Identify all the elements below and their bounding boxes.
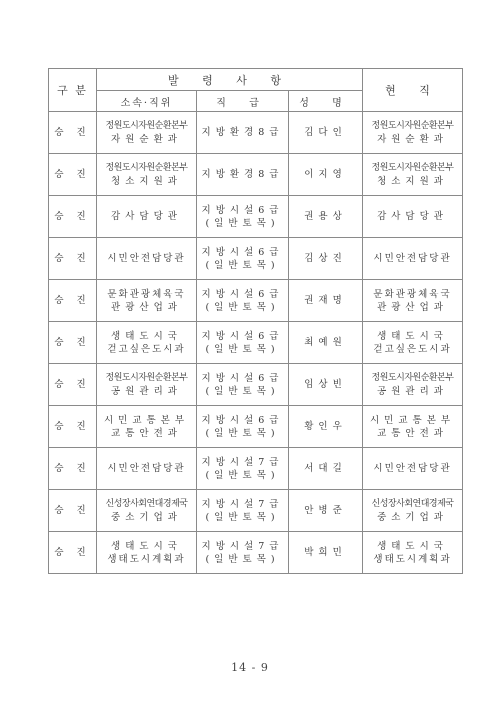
dept-cell	[97, 112, 197, 154]
category-cell: 승 진	[49, 490, 97, 532]
header-rank: 직 급	[197, 91, 289, 112]
rank-line: 지방시설6급	[201, 372, 284, 384]
dept-line: 공원관리과	[111, 385, 182, 397]
rank-line: 지방환경8급	[201, 127, 284, 138]
table-row	[49, 238, 463, 280]
current-line: 정원도시자원순환본부	[371, 372, 454, 383]
table-row	[49, 364, 463, 406]
rank-line: 지방시설7급	[201, 498, 284, 510]
current-line: 걷고싶은도시과	[373, 343, 452, 355]
dept-line: 시민안전담당관	[107, 253, 186, 264]
current-position-cell	[363, 448, 463, 490]
current-line: 정원도시자원순환본부	[371, 120, 454, 131]
current-position-cell	[363, 364, 463, 406]
category-cell: 승 진	[49, 112, 97, 154]
header-appointment: 발 령 사 항	[97, 69, 363, 91]
rank-cell	[197, 196, 289, 238]
rank-cell	[197, 490, 289, 532]
rank-cell	[197, 448, 289, 490]
rank-line: (일반토목)	[205, 343, 280, 355]
rank-line: 지방시설6급	[201, 246, 284, 258]
dept-line: 생태도시계획과	[107, 553, 186, 565]
rank-line: 지방환경8급	[201, 169, 284, 180]
header-category: 구 분	[49, 69, 97, 112]
name-cell: 김상진	[289, 238, 363, 280]
personnel-appointment-table	[48, 68, 463, 574]
current-line: 자원순환과	[377, 133, 448, 145]
rank-cell	[197, 112, 289, 154]
dept-line: 청소지원과	[111, 175, 182, 187]
current-line: 시민안전담당관	[373, 253, 452, 264]
rank-cell	[197, 154, 289, 196]
current-position-cell	[363, 406, 463, 448]
category-cell: 승 진	[49, 532, 97, 574]
current-position-cell	[363, 196, 463, 238]
dept-cell	[97, 322, 197, 364]
dept-line: 정원도시자원순환본부	[105, 162, 188, 173]
name-cell: 이지영	[289, 154, 363, 196]
name-cell: 임상빈	[289, 364, 363, 406]
rank-line: 지방시설6급	[201, 204, 284, 216]
name-cell: 황인우	[289, 406, 363, 448]
name-cell: 김다인	[289, 112, 363, 154]
table-row	[49, 280, 463, 322]
dept-line: 걷고싶은도시과	[107, 343, 186, 355]
rank-cell	[197, 322, 289, 364]
dept-line: 관광산업과	[111, 301, 182, 313]
table-body	[49, 112, 463, 574]
dept-line: 신성장사회연대경제국	[105, 498, 188, 509]
rank-line: (일반토목)	[205, 553, 280, 565]
table-row	[49, 448, 463, 490]
category-cell: 승 진	[49, 322, 97, 364]
current-line: 문화관광체육국	[373, 288, 452, 300]
current-position-cell	[363, 490, 463, 532]
category-cell: 승 진	[49, 448, 97, 490]
dept-line: 정원도시자원순환본부	[105, 120, 188, 131]
name-cell: 최예원	[289, 322, 363, 364]
current-line: 생태도시계획과	[373, 553, 452, 565]
rank-cell	[197, 364, 289, 406]
header-dept-title: 소속·직위	[97, 91, 197, 112]
current-position-cell	[363, 532, 463, 574]
dept-cell	[97, 490, 197, 532]
dept-cell	[97, 448, 197, 490]
rank-line: (일반토목)	[205, 385, 280, 397]
dept-line: 감사담당관	[111, 211, 182, 222]
rank-line: 지방시설6급	[201, 288, 284, 300]
rank-line: 지방시설6급	[201, 330, 284, 342]
table-row	[49, 532, 463, 574]
current-line: 중소기업과	[377, 511, 448, 523]
rank-line: (일반토목)	[205, 511, 280, 523]
dept-cell	[97, 238, 197, 280]
dept-line: 정원도시자원순환본부	[105, 372, 188, 383]
current-line: 생태도시국	[377, 330, 448, 342]
table-row	[49, 112, 463, 154]
dept-line: 생태도시국	[111, 540, 182, 552]
current-line: 청소지원과	[377, 175, 448, 187]
dept-cell	[97, 280, 197, 322]
name-cell: 안병준	[289, 490, 363, 532]
category-cell: 승 진	[49, 280, 97, 322]
header-row-top	[49, 69, 463, 91]
current-position-cell	[363, 112, 463, 154]
dept-line: 자원순환과	[111, 133, 182, 145]
category-cell: 승 진	[49, 238, 97, 280]
category-cell: 승 진	[49, 154, 97, 196]
current-position-cell	[363, 154, 463, 196]
current-line: 신성장사회연대경제국	[371, 498, 454, 509]
dept-line: 중소기업과	[111, 511, 182, 523]
category-cell: 승 진	[49, 196, 97, 238]
table-row	[49, 322, 463, 364]
dept-cell	[97, 154, 197, 196]
current-line: 시민안전담당관	[373, 463, 452, 474]
current-position-cell	[363, 280, 463, 322]
current-line: 시민교통본부	[370, 414, 456, 426]
category-cell: 승 진	[49, 364, 97, 406]
dept-cell	[97, 532, 197, 574]
name-cell: 권재명	[289, 280, 363, 322]
rank-line: 지방시설6급	[201, 414, 284, 426]
dept-line: 시민안전담당관	[107, 463, 186, 474]
current-line: 교통안전과	[377, 427, 448, 439]
category-cell: 승 진	[49, 406, 97, 448]
rank-cell	[197, 238, 289, 280]
dept-cell	[97, 406, 197, 448]
page-number: 14 - 9	[231, 661, 269, 674]
name-cell: 서대길	[289, 448, 363, 490]
rank-line: (일반토목)	[205, 259, 280, 271]
header-current-position: 현 직	[363, 69, 463, 112]
table-row	[49, 406, 463, 448]
dept-line: 생태도시국	[111, 330, 182, 342]
table-row	[49, 196, 463, 238]
rank-cell	[197, 532, 289, 574]
dept-line: 시민교통본부	[103, 414, 190, 426]
rank-line: (일반토목)	[205, 301, 280, 313]
current-line: 공원관리과	[377, 385, 448, 397]
name-cell: 권용상	[289, 196, 363, 238]
current-line: 정원도시자원순환본부	[371, 162, 454, 173]
current-position-cell	[363, 322, 463, 364]
dept-line: 교통안전과	[111, 427, 182, 439]
current-position-cell	[363, 238, 463, 280]
current-line: 생태도시국	[377, 540, 448, 552]
rank-cell	[197, 280, 289, 322]
dept-cell	[97, 196, 197, 238]
dept-cell	[97, 364, 197, 406]
header-name: 성 명	[289, 91, 363, 112]
rank-line: 지방시설7급	[201, 456, 284, 468]
current-line: 감사담당관	[377, 211, 448, 222]
current-line: 관광산업과	[377, 301, 448, 313]
table-row	[49, 490, 463, 532]
rank-line: (일반토목)	[205, 217, 280, 229]
rank-line: (일반토목)	[205, 469, 280, 481]
rank-cell	[197, 406, 289, 448]
name-cell: 박희민	[289, 532, 363, 574]
table-row	[49, 154, 463, 196]
rank-line: 지방시설7급	[201, 540, 284, 552]
dept-line: 문화관광체육국	[107, 288, 186, 300]
rank-line: (일반토목)	[205, 427, 280, 439]
